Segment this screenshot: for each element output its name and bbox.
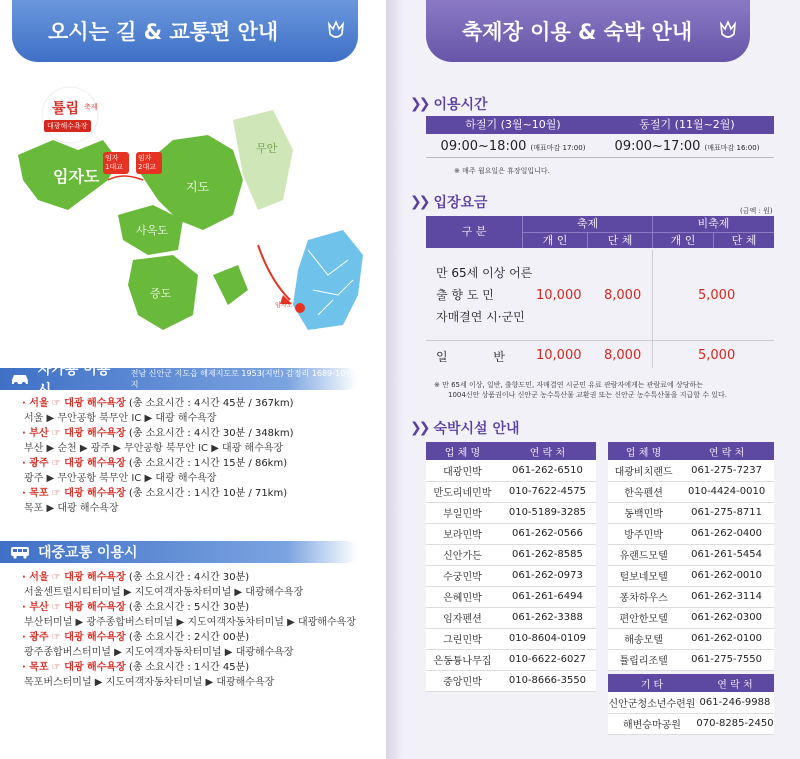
table-row (608, 481, 774, 502)
lodging-phone: 010-7622-4575 (499, 481, 596, 502)
lodging-phone: 061-275-7237 (679, 460, 774, 481)
lodging-phone: 010-8604-0109 (499, 628, 596, 649)
lodging-name: 털보네모텔 (608, 565, 679, 586)
lodging-col-phone: 연 락 처 (679, 442, 774, 460)
map-label-jeungdo: 증도 (150, 287, 172, 300)
map-label-bridge2: 임자 2대교 (138, 154, 156, 171)
fees-col-type: 구 분 (461, 225, 487, 238)
fees-non-festival: 비축제 (652, 216, 774, 232)
fees-body (426, 250, 774, 368)
logo-title: 튤립 (52, 101, 80, 117)
lodging-name: 임자펜션 (426, 607, 499, 628)
fees-row2-group: 8,000 (604, 348, 642, 363)
route-path: 부산터미널 ▶ 광주종합버스터미널 ▶ 지도여객자동차터미널 ▶ 대광해수욕장 (24, 617, 356, 628)
lodging-col-phone: 연 락 처 (696, 674, 774, 692)
table-row (426, 523, 596, 544)
island-map (8, 80, 380, 352)
tulip-icon (326, 20, 346, 42)
table-row (608, 628, 774, 649)
table-row (426, 607, 596, 628)
summer-label: 하절기 (3월~10월) (465, 118, 561, 131)
fees-row2-individual: 10,000 (536, 348, 582, 363)
fees-note-2: 1004신안 상품권이나 신안군 농수특산물 교환권 또는 신안군 농수특산물을 지급할 수 있다. (448, 391, 727, 399)
lodging-name: 편안한모텔 (608, 607, 679, 628)
route-item: · 목포 ☞ 대광 해수욕장 (총 소요시간 : 1시간 45분) (22, 662, 250, 673)
route-path: 목포 ▶ 대광 해수욕장 (24, 503, 119, 514)
lodging-phone: 061-262-0566 (499, 523, 596, 544)
lodging-phone: 061-261-6494 (499, 586, 596, 607)
lodging-name: 해변승마공원 (608, 713, 696, 734)
lodging-phone: 010-8666-3550 (499, 670, 596, 691)
lodging-name: 튤립리조텔 (608, 649, 679, 670)
table-row (608, 692, 774, 713)
lodging-name: 그린민박 (426, 628, 499, 649)
double-chevron-icon: ❯❯ (410, 96, 428, 112)
lodging-phone: 061-275-8711 (679, 502, 774, 523)
table-row (426, 481, 596, 502)
facility-banner-title: 축제장 이용 & 숙박 안내 (462, 20, 693, 44)
route-item: · 광주 ☞ 대광 해수욕장 (총 소요시간 : 1시간 15분 / 86km) (22, 458, 288, 469)
lodging-name: 수궁민박 (426, 565, 499, 586)
route-item: · 서울 ☞ 대광 해수욕장 (총 소요시간 : 4시간 30분) (22, 572, 250, 583)
table-row (426, 586, 596, 607)
fees-title: ❯❯ 입장요금 (410, 194, 488, 211)
route-item: · 서울 ☞ 대광 해수욕장 (총 소요시간 : 4시간 45분 / 367km) (22, 398, 294, 409)
map-label-imjado: 임자도 (53, 167, 100, 186)
route-path: 서울센트럴시티터미널 ▶ 지도여객자동차터미널 ▶ 대광해수욕장 (24, 587, 304, 598)
fees-row1-non: 5,000 (698, 288, 736, 303)
lodging-phone: 061-262-0100 (679, 628, 774, 649)
route-path: 광주 ▶ 무안공항 북무안 IC ▶ 대광 해수욕장 (24, 473, 217, 484)
lodging-phone: 061-261-5454 (679, 544, 774, 565)
bus-section-title: 대중교통 이용시 (38, 545, 138, 561)
korea-marker-label: 임자도 (275, 302, 293, 309)
lodging-name: 신안가든 (426, 544, 499, 565)
fees-note-1: ※ 만 65세 이상, 일반, 출향도민, 자매결연 시군민 유료 관람자에게는 관람료에 상당하는 (434, 381, 704, 389)
table-row (426, 628, 596, 649)
table-row (426, 502, 596, 523)
lodging-col-other: 기 타 (608, 674, 696, 692)
double-chevron-icon: ❯❯ (410, 194, 428, 210)
transport-banner-title: 오시는 길 & 교통편 안내 (48, 20, 279, 44)
fees-unit: (금액 : 원) (740, 207, 773, 215)
fees-festival-group: 단 체 (587, 232, 652, 248)
lodging-name: 보라민박 (426, 523, 499, 544)
table-row (426, 544, 596, 565)
fees-non-group: 단 체 (713, 232, 774, 248)
lodging-name: 한옥펜션 (608, 481, 679, 502)
lodging-phone: 061-262-3388 (499, 607, 596, 628)
fees-row1-group: 8,000 (604, 288, 642, 303)
table-row (608, 523, 774, 544)
table-row (608, 713, 774, 734)
map-label-sainuk: 사옥도 (136, 224, 168, 237)
lodging-name: 대광비치랜드 (608, 460, 679, 481)
fees-row1-labels: 만 65세 이상 어른 출 향 도 민 자매결연 시·군민 (436, 266, 533, 324)
car-icon (10, 372, 30, 386)
fees-row2-label: 일 반 (436, 350, 505, 364)
lodging-phone: 070-8285-2450 (696, 713, 774, 734)
lodging-table-right (608, 442, 774, 671)
transport-banner (12, 0, 358, 62)
table-row (608, 544, 774, 565)
hours-header (426, 116, 774, 134)
route-path: 서울 ▶ 무안공항 북무안 IC ▶ 대광 해수욕장 (24, 413, 217, 424)
fees-festival-individual: 개 인 (522, 232, 587, 248)
car-section-address: 전남 신안군 지도읍 해제지도로 1953(지번) 감정리 1689-10번지 (130, 369, 353, 389)
lodging-phone: 061-262-8585 (499, 544, 596, 565)
lodging-phone: 061-262-0010 (679, 565, 774, 586)
table-row (608, 586, 774, 607)
fees-festival: 축제 (522, 216, 652, 232)
lodging-name: 부일민박 (426, 502, 499, 523)
fees-row1-individual: 10,000 (536, 288, 582, 303)
hours-title: ❯❯ 이용시간 (410, 96, 488, 113)
lodging-phone: 061-262-0300 (679, 607, 774, 628)
summer-hours: 09:00~18:00 (매표마감 17:00) (440, 139, 586, 154)
lodging-name: 은혜민박 (426, 586, 499, 607)
lodging-phone: 061-262-0400 (679, 523, 774, 544)
fees-non-individual: 개 인 (652, 232, 713, 248)
route-path: 부산 ▶ 순천 ▶ 광주 ▶ 무안공항 북무안 IC ▶ 대광 해수욕장 (24, 443, 284, 454)
table-row (426, 565, 596, 586)
lodging-phone: 010-4424-0010 (679, 481, 774, 502)
facility-banner (426, 0, 750, 62)
lodging-col-name: 업 체 명 (608, 442, 679, 460)
fees-header (426, 216, 774, 248)
lodging-phone: 010-5189-3285 (499, 502, 596, 523)
lodging-name: 방주민박 (608, 523, 679, 544)
table-row (608, 649, 774, 670)
lodging-phone: 061-262-0973 (499, 565, 596, 586)
lodging-name: 퐁차하우스 (608, 586, 679, 607)
tulip-icon (718, 20, 738, 42)
route-item: · 목포 ☞ 대광 해수욕장 (총 소요시간 : 1시간 10분 / 71km) (22, 488, 288, 499)
map-label-muan: 무안 (256, 142, 278, 155)
logo-title-2: 축제 (84, 103, 98, 111)
route-item: · 부산 ☞ 대광 해수욕장 (총 소요시간 : 5시간 30분) (22, 602, 250, 613)
lodging-name: 만도리네민박 (426, 481, 499, 502)
route-path: 목포버스터미널 ▶ 지도여객자동차터미널 ▶ 대광해수욕장 (24, 677, 275, 688)
lodging-name: 신안군청소년수련원 (608, 692, 696, 713)
lodging-name: 은동튱나무집 (426, 649, 499, 670)
car-section-header (0, 362, 358, 398)
lodging-name: 해송모텔 (608, 628, 679, 649)
car-section-title: 자가용 이용시 (37, 362, 111, 398)
lodging-table-left (426, 442, 596, 692)
map-label-bridge1: 임자 1대교 (105, 154, 123, 171)
winter-label: 동절기 (11월~2월) (639, 118, 735, 131)
bus-icon (10, 545, 30, 559)
bus-section-header (0, 541, 358, 563)
lodging-name: 중앙민박 (426, 670, 499, 691)
table-row (608, 460, 774, 481)
route-item: · 부산 ☞ 대광 해수욕장 (총 소요시간 : 4시간 30분 / 348km) (22, 428, 294, 439)
lodging-title: ❯❯ 숙박시설 안내 (410, 420, 520, 437)
logo-subtitle: 대광해수욕장 (44, 120, 91, 132)
table-row (426, 670, 596, 691)
table-row (426, 460, 596, 481)
car-routes (22, 396, 293, 516)
fees-row2-non: 5,000 (698, 348, 736, 363)
lodging-name: 유랜드모텔 (608, 544, 679, 565)
winter-hours: 09:00~17:00 (매표마감 16:00) (614, 139, 760, 154)
lodging-phone: 061-262-3114 (679, 586, 774, 607)
lodging-col-name: 업 체 명 (426, 442, 499, 460)
lodging-phone: 061-246-9988 (696, 692, 774, 713)
route-path: 광주종합버스터미널 ▶ 지도여객자동차터미널 ▶ 대광해수욕장 (24, 647, 294, 658)
hours-values (426, 136, 774, 158)
route-item: · 광주 ☞ 대광 해수욕장 (총 소요시간 : 2시간 00분) (22, 632, 250, 643)
page-fold (386, 0, 404, 759)
lodging-table-other (608, 674, 774, 735)
lodging-col-phone: 연 락 처 (499, 442, 596, 460)
table-row (608, 565, 774, 586)
lodging-name: 대광민박 (426, 460, 499, 481)
lodging-phone: 061-262-6510 (499, 460, 596, 481)
lodging-phone: 010-6622-6027 (499, 649, 596, 670)
double-chevron-icon: ❯❯ (410, 420, 428, 436)
lodging-phone: 061-275-7550 (679, 649, 774, 670)
map-label-jido: 지도 (186, 180, 210, 194)
lodging-name: 동백민박 (608, 502, 679, 523)
closed-note: ※ 매주 월요일은 휴장일입니다. (454, 167, 550, 175)
bus-routes (22, 570, 356, 690)
table-row (608, 502, 774, 523)
table-row (608, 607, 774, 628)
table-row (426, 649, 596, 670)
